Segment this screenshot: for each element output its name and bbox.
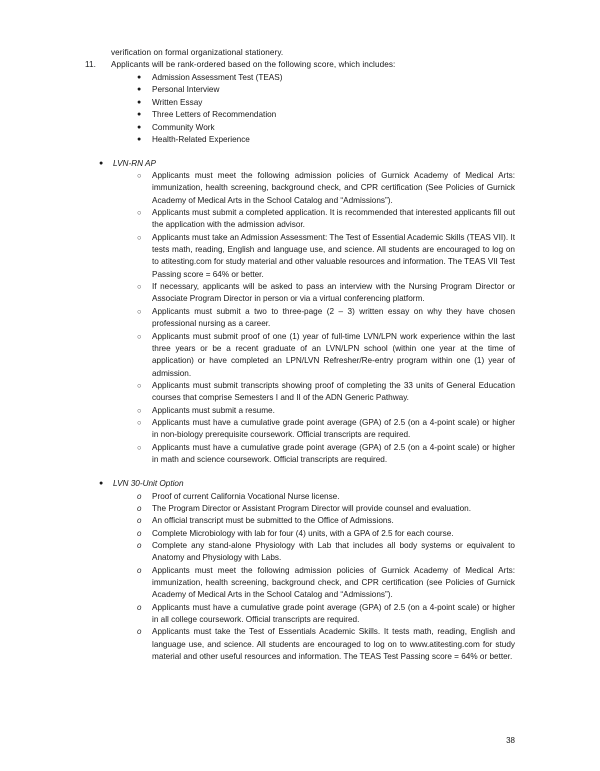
list-number-marker: 11. (85, 60, 97, 70)
circle-bullet-icon: o (137, 503, 142, 513)
circle-bullet-icon: o (137, 491, 142, 501)
list-item-label: An official transcript must be submitted to the Office of Admissions. (152, 516, 394, 526)
list-item (85, 122, 515, 135)
list-item-label: Applicants must submit a completed application. It is recommended that interested applicants fill out the application with the admission advisor. (152, 208, 515, 230)
list-item (85, 84, 515, 97)
list-item (85, 109, 515, 122)
page-content (85, 47, 515, 663)
list-item-label: Applicants must have a cumulative grade point average (GPA) of 2.5 (on a 4-point scale) or higher in non-biology prerequisite coursework. Official transcripts are required. (152, 417, 515, 440)
list-item (85, 528, 515, 540)
list-item (85, 515, 515, 527)
list-item (85, 207, 515, 232)
bullet-icon: ● (137, 86, 142, 94)
circle-bullet-icon: ○ (137, 232, 142, 242)
bullet-icon: ● (99, 159, 104, 167)
circle-bullet-icon: o (137, 528, 142, 538)
list-item (85, 491, 515, 503)
circle-bullet-icon: ○ (137, 442, 142, 452)
list-item-label: Applicants must have a cumulative grade point average (GPA) of 2.5 (on a 4-point scale) or higher in math and science coursework. Official transcripts are required. (152, 442, 515, 464)
bullet-icon: ● (137, 73, 142, 81)
bullet-icon: ● (137, 123, 142, 131)
circle-bullet-icon: o (137, 602, 142, 612)
circle-bullet-icon: o (137, 541, 142, 550)
list-item (85, 306, 515, 331)
list-item-label: Applicants must take an Admission Assessment: The Test of Essential Academic Skills (TEAS VII). It tests math, reading, English and language use, and science. All students are encouraged to log on to atitesting.com for study material and other valuable resources and information. The TEAS VII Test Passing score = 64% or better. (152, 232, 515, 279)
list-item-label: Applicants must submit transcripts showing proof of completing the 33 units of General Education courses that comprise Semesters I and II of the ADN Generic Pathway. (152, 380, 515, 403)
numbered-item-text: Applicants will be rank-ordered based on the following score, which includes: (111, 60, 396, 70)
circle-bullet-icon: o (137, 516, 142, 526)
list-item (85, 626, 515, 663)
circle-bullet-icon: ○ (137, 417, 142, 427)
list-item-label: Applicants must meet the following admission policies of Gurnick Academy of Medical Arts: immunization, health screening, background check, and CPR certification (See Policies of Gurnick Academy of Medical Arts in the School Catalog and “Admissions”). (152, 171, 515, 205)
bullet-icon: ● (137, 136, 142, 144)
list-item-label: The Program Director or Assistant Program Director will provide counsel and evaluation. (152, 503, 471, 513)
list-item (85, 281, 515, 306)
list-item-label: Applicants must submit proof of one (1) year of full-time LVN/LPN work experience within the last three years or be a recent graduate of an LVN/LPN school (within one year at the time of application) or have completed an LPN/LVN Refresher/Re-entry program within one (1) year of admission. (152, 331, 515, 378)
list-item-label: Three Letters of Recommendation (152, 110, 277, 120)
circle-bullet-icon: o (137, 565, 142, 575)
circle-bullet-icon: ○ (137, 331, 142, 341)
circle-bullet-icon: ○ (137, 306, 142, 316)
list-item-label: Personal Interview (152, 85, 220, 95)
list-item-label: Health-Related Experience (152, 135, 250, 145)
list-item (85, 417, 515, 442)
bullet-icon: ● (99, 480, 104, 488)
score-criteria-list (85, 72, 515, 147)
list-item-label: If necessary, applicants will be asked to pass an interview with the Nursing Program Director or Associate Program Director in person or via a virtual conferencing platform. (152, 282, 515, 304)
circle-bullet-icon: ○ (137, 405, 142, 415)
section-heading-label: LVN-RN AP (113, 158, 156, 168)
list-item-label: Proof of current California Vocational Nurse license. (152, 491, 340, 501)
list-item (85, 380, 515, 405)
bullet-icon: ● (137, 111, 142, 119)
circle-bullet-icon: ○ (137, 380, 142, 390)
list-item (85, 565, 515, 602)
list-item (85, 97, 515, 110)
section-heading-label: LVN 30-Unit Option (113, 479, 184, 489)
numbered-list-item-11 (85, 59, 515, 71)
list-item (85, 503, 515, 515)
list-item-label: Applicants must have a cumulative grade point average (GPA) of 2.5 (on a 4-point scale) or higher in all college coursework. Official transcripts are required. (152, 602, 515, 625)
list-item-label: Applicants must submit a two to three-page (2 – 3) written essay on why they have chosen professional nursing as a career. (152, 306, 515, 329)
circle-bullet-icon: ○ (137, 282, 142, 292)
lvn-30-unit-requirements-list (85, 491, 515, 664)
section-heading-lvn-rn-ap (85, 158, 515, 170)
continuation-line: verification on formal organizational stationery. (111, 48, 284, 57)
section-heading-lvn-30-unit-option (85, 478, 515, 490)
circle-bullet-icon: ○ (137, 208, 142, 218)
bullet-icon: ● (137, 98, 142, 106)
list-item-label: Complete any stand-alone Physiology with Lab that includes all body systems or equivalent to Anatomy and Physiology with Labs. (152, 541, 515, 563)
lvn-rn-ap-requirements-list (85, 170, 515, 466)
list-item (85, 72, 515, 85)
circle-bullet-icon: o (137, 627, 142, 637)
list-item-label: Complete Microbiology with lab for four (4) units, with a GPA of 2.5 for each course. (152, 528, 454, 538)
list-item-label: Applicants must submit a resume. (152, 405, 275, 415)
list-item-label: Applicants must meet the following admission policies of Gurnick Academy of Medical Arts: immunization, health screening, background check, and CPR certification (see Policies of Gurnick Academy of Medical Arts in the School Catalog and “Admissions”). (152, 565, 515, 600)
list-item (85, 232, 515, 281)
list-item (85, 170, 515, 207)
list-item (85, 540, 515, 565)
list-item (85, 442, 515, 467)
page-number: 38 (506, 736, 515, 745)
list-item (85, 331, 515, 380)
list-item-label: Applicants must take the Test of Essentials Academic Skills. It tests math, reading, English and language use, and science. All students are encouraged to log on to www.atitesting.com for study material and other useful resources and information. The TEAS Test Passing score = 64% or better. (152, 627, 515, 662)
list-item (85, 602, 515, 627)
list-item-label: Admission Assessment Test (TEAS) (152, 72, 283, 82)
list-item (85, 405, 515, 417)
circle-bullet-icon: ○ (137, 171, 142, 181)
list-item-label: Written Essay (152, 97, 203, 107)
list-item (85, 134, 515, 147)
list-item-label: Community Work (152, 122, 215, 132)
